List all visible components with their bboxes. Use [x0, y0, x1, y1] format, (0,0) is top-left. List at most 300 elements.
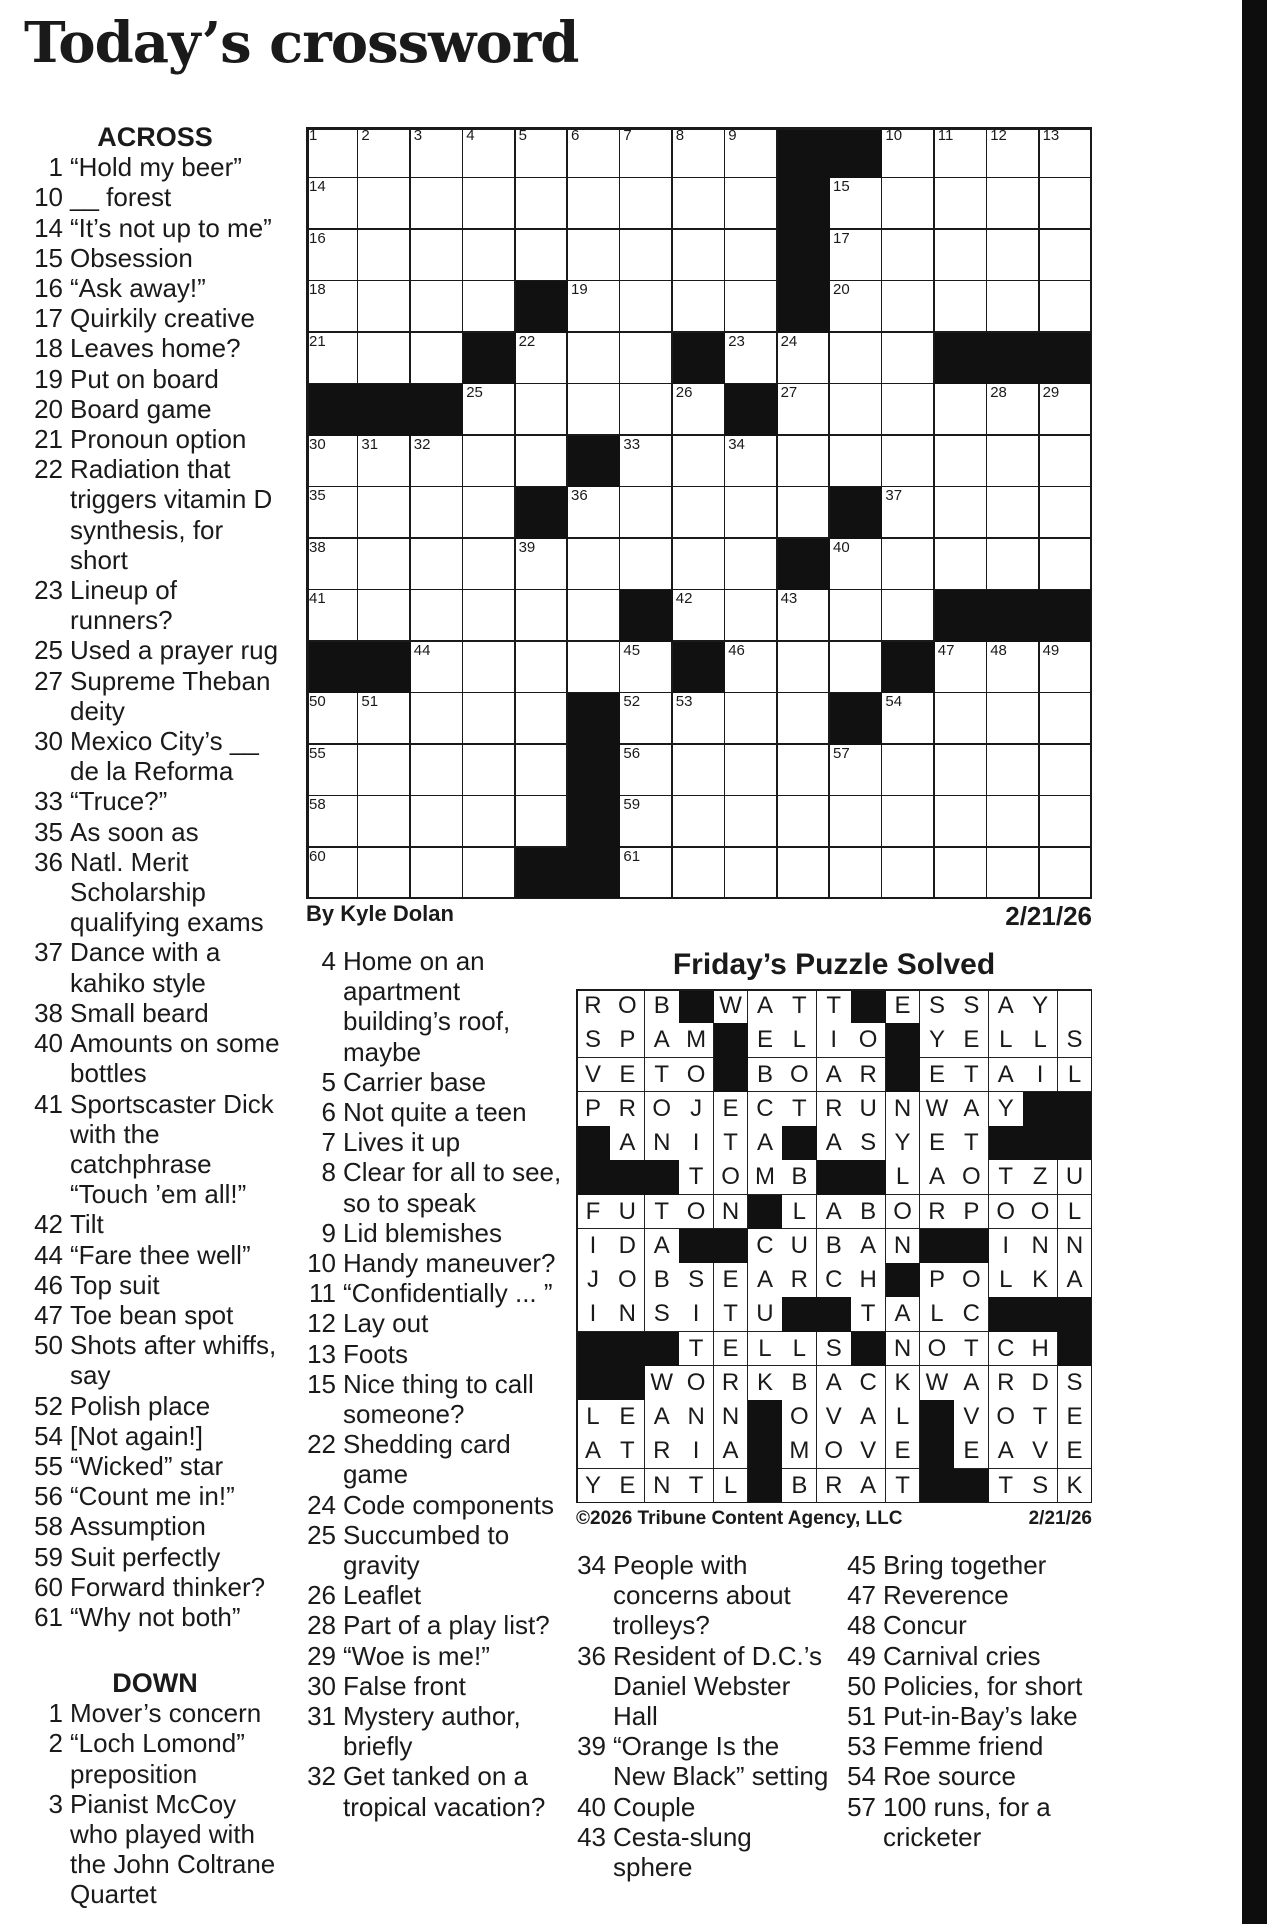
clue — [843, 1641, 1108, 1671]
grid-square — [778, 487, 831, 539]
solution-black-square — [645, 1160, 680, 1195]
clue-text: Carnival cries — [883, 1640, 1041, 1671]
grid-square — [1040, 281, 1093, 333]
solution-letter: M — [782, 1434, 817, 1469]
grid-square — [1040, 384, 1093, 436]
solution-letter: O — [989, 1195, 1024, 1230]
solution-black-square — [782, 1297, 817, 1332]
solution-letter: A — [610, 1126, 645, 1161]
clue — [30, 1481, 280, 1511]
grid-square — [830, 796, 883, 848]
grid-square — [568, 539, 621, 591]
clue-text: Code components — [343, 1489, 555, 1520]
grid-square — [516, 642, 569, 694]
black-square — [778, 127, 831, 179]
clue — [573, 1550, 833, 1641]
grid-square — [568, 333, 621, 385]
solution-black-square — [679, 989, 714, 1024]
clue — [30, 666, 280, 726]
grid-square — [725, 487, 778, 539]
grid-square — [935, 539, 988, 591]
clue-text: Tilt — [70, 1209, 104, 1240]
solution-letter: K — [886, 1366, 921, 1401]
black-square — [778, 230, 831, 282]
solution-black-square — [748, 1469, 783, 1504]
copyright: ©2026 Tribune Content Agency, LLC — [576, 1508, 903, 1529]
clue-text: Suit perfectly — [70, 1541, 221, 1572]
clue — [843, 1580, 1108, 1610]
clue-text: “Count me in!” — [70, 1481, 235, 1512]
clue-number: 57 — [847, 1791, 876, 1822]
square-number: 39 — [518, 538, 536, 556]
square-number: 52 — [623, 693, 641, 711]
solution-black-square — [920, 1229, 955, 1264]
black-square — [830, 693, 883, 745]
solution-black-square — [1058, 1297, 1093, 1332]
solution-letter: J — [576, 1263, 611, 1298]
grid-square — [1040, 127, 1093, 179]
solution-letter: A — [1058, 1263, 1093, 1298]
grid-square — [620, 127, 673, 179]
clue-number: 49 — [847, 1640, 876, 1671]
grid-square — [620, 487, 673, 539]
solution-black-square — [1058, 1332, 1093, 1367]
grid-square — [620, 693, 673, 745]
solution-black-square — [714, 1058, 749, 1093]
grid-square — [620, 384, 673, 436]
clue-number: 36 — [577, 1640, 606, 1671]
clue-text: “Woe is me!” — [343, 1640, 490, 1671]
clue-text: “Why not both” — [70, 1601, 241, 1632]
clue-number: 31 — [307, 1701, 336, 1732]
grid-square — [987, 230, 1040, 282]
down-clues-col4 — [843, 1550, 1108, 1852]
solution-letter: O — [817, 1434, 852, 1469]
clue-number: 34 — [577, 1550, 606, 1580]
solution-letter: S — [1058, 1366, 1093, 1401]
solution-letter: I — [1023, 1058, 1058, 1093]
grid-square — [411, 127, 464, 179]
clue-number: 51 — [847, 1701, 876, 1732]
solution-letter: T — [954, 1126, 989, 1161]
grid-square — [882, 333, 935, 385]
solution-black-square — [886, 1263, 921, 1298]
grid-square — [463, 796, 516, 848]
solution-letter: T — [610, 1434, 645, 1469]
grid-square — [987, 127, 1040, 179]
solution-letter: A — [851, 1469, 886, 1504]
grid-square — [463, 848, 516, 900]
solution-letter: R — [989, 1366, 1024, 1401]
square-number: 34 — [728, 435, 745, 453]
solution-letter: I — [576, 1297, 611, 1332]
solution-letter: N — [645, 1469, 680, 1504]
clue-text: Put-in-Bay’s lake — [883, 1701, 1078, 1732]
clue-number: 60 — [34, 1571, 63, 1602]
solution-letter: U — [610, 1195, 645, 1230]
clue-number: 42 — [34, 1209, 63, 1240]
solution-letter: T — [679, 1332, 714, 1367]
solution-letter: A — [645, 1023, 680, 1058]
clue-number: 40 — [577, 1791, 606, 1822]
square-number: 26 — [675, 384, 693, 402]
solution-letter: Z — [1023, 1160, 1058, 1195]
square-number: 43 — [780, 590, 798, 608]
black-square — [778, 281, 831, 333]
grid-square — [620, 642, 673, 694]
grid-square — [935, 384, 988, 436]
clue-text: 100 runs, for a cricketer — [883, 1791, 1051, 1852]
clue — [30, 394, 280, 424]
grid-square — [411, 230, 464, 282]
solution-letter: A — [989, 1058, 1024, 1093]
grid-square — [935, 487, 988, 539]
grid-square — [358, 487, 411, 539]
clue — [843, 1701, 1108, 1731]
square-number: 10 — [885, 127, 903, 144]
solution-letter: T — [782, 1092, 817, 1127]
square-number: 48 — [990, 641, 1007, 659]
clue-number: 43 — [577, 1821, 606, 1852]
solution-letter — [1058, 989, 1093, 1024]
grid-square — [987, 796, 1040, 848]
grid-square — [1040, 642, 1093, 694]
clue — [30, 364, 280, 394]
solution-letter: S — [679, 1263, 714, 1298]
solution-letter: A — [851, 1229, 886, 1264]
grid-square — [411, 848, 464, 900]
grid-square — [411, 590, 464, 642]
grid-square — [778, 384, 831, 436]
grid-square — [673, 796, 726, 848]
solution-letter: E — [954, 1434, 989, 1469]
square-number: 12 — [990, 127, 1007, 144]
solution-letter: A — [576, 1434, 611, 1469]
clue — [30, 786, 280, 816]
solution-letter: O — [610, 1263, 645, 1298]
solution-letter: O — [679, 1366, 714, 1401]
square-number: 19 — [571, 281, 588, 299]
solution-black-square — [610, 1160, 645, 1195]
solution-letter: R — [576, 989, 611, 1024]
clue-text: Mover’s concern — [70, 1698, 262, 1729]
solution-letter: O — [782, 1058, 817, 1093]
grid-square — [516, 230, 569, 282]
grid-square — [935, 796, 988, 848]
solution-black-square — [1023, 1297, 1058, 1332]
solution-letter: I — [817, 1023, 852, 1058]
clue — [303, 1127, 571, 1157]
solution-letter: O — [714, 1160, 749, 1195]
solution-letter: I — [989, 1229, 1024, 1264]
grid-square — [830, 384, 883, 436]
grid-square — [1040, 539, 1093, 591]
solution-letter: N — [679, 1400, 714, 1435]
square-number: 57 — [833, 744, 850, 762]
clue — [303, 1761, 571, 1821]
across-clues — [30, 122, 280, 1632]
clue — [30, 726, 280, 786]
solution-letter: E — [610, 1058, 645, 1093]
solution-letter: T — [782, 989, 817, 1024]
clue-text: Lives it up — [343, 1127, 461, 1158]
solution-black-square — [954, 1469, 989, 1504]
black-square — [568, 693, 621, 745]
solution-letter: E — [610, 1469, 645, 1504]
square-number: 59 — [623, 796, 641, 814]
grid-square — [935, 642, 988, 694]
grid-square — [411, 642, 464, 694]
grid-square — [725, 230, 778, 282]
clue — [30, 243, 280, 273]
solution-letter: T — [954, 1332, 989, 1367]
clue-text: Clear for all to see, so to speak — [343, 1157, 562, 1218]
solution-letter: Y — [1023, 989, 1058, 1024]
grid-square — [987, 745, 1040, 797]
solution-letter: C — [989, 1332, 1024, 1367]
solution-letter: E — [954, 1023, 989, 1058]
grid-square — [935, 745, 988, 797]
clue-text: “Wicked” star — [70, 1450, 224, 1481]
solution-letter: O — [679, 1195, 714, 1230]
solution-letter: M — [679, 1023, 714, 1058]
clue-text: Board game — [70, 393, 212, 424]
solution-letter: U — [1058, 1160, 1093, 1195]
square-number: 13 — [1042, 127, 1060, 144]
clue — [303, 1610, 571, 1640]
down-header: DOWN — [112, 1668, 198, 1698]
grid-square — [516, 436, 569, 488]
solution-black-square — [576, 1160, 611, 1195]
clue-text: Succumbed to gravity — [343, 1519, 510, 1581]
page-title: Today’s crossword — [24, 10, 579, 76]
solution-letter: N — [610, 1297, 645, 1332]
grid-square — [1040, 230, 1093, 282]
clue — [30, 333, 280, 363]
solution-black-square — [576, 1366, 611, 1401]
solution-letter: E — [886, 989, 921, 1024]
grid-square — [1040, 848, 1093, 900]
clue — [30, 1451, 280, 1481]
solution-letter: T — [714, 1297, 749, 1332]
grid-square — [830, 590, 883, 642]
grid-square — [411, 796, 464, 848]
solution-letter: R — [645, 1434, 680, 1469]
solution-black-square — [886, 1023, 921, 1058]
square-number: 11 — [937, 127, 954, 144]
square-number: 35 — [309, 487, 326, 505]
clue — [30, 182, 280, 212]
clue-number: 28 — [307, 1610, 336, 1641]
solution-letter: L — [714, 1469, 749, 1504]
clue — [30, 1728, 280, 1788]
clue-text: Carrier base — [343, 1066, 487, 1097]
grid-square — [358, 127, 411, 179]
solution-letter: T — [714, 1126, 749, 1161]
solution-black-square — [920, 1434, 955, 1469]
clue-number: 45 — [847, 1550, 876, 1580]
solution-letter: K — [1023, 1263, 1058, 1298]
solution-letter: N — [1058, 1229, 1093, 1264]
grid-square — [306, 848, 359, 900]
grid-square — [1040, 487, 1093, 539]
grid-square — [620, 281, 673, 333]
solution-letter: T — [817, 989, 852, 1024]
clue — [30, 1300, 280, 1330]
solution-letter: B — [782, 1469, 817, 1504]
solution-letter: S — [920, 989, 955, 1024]
square-number: 15 — [833, 178, 850, 196]
clue-number: 46 — [34, 1269, 63, 1300]
solution-black-square — [851, 989, 886, 1024]
clue-text: False front — [343, 1670, 466, 1701]
solution-letter: F — [576, 1195, 611, 1230]
clue-number: 61 — [34, 1601, 63, 1632]
square-number: 56 — [623, 744, 641, 762]
grid-square — [1040, 436, 1093, 488]
clue — [573, 1641, 833, 1732]
black-square — [306, 384, 359, 436]
solution-letter: I — [679, 1297, 714, 1332]
grid-square — [935, 178, 988, 230]
solution-letter: T — [886, 1469, 921, 1504]
grid-square — [673, 693, 726, 745]
clue — [843, 1550, 1108, 1580]
solution-letter: E — [920, 1126, 955, 1161]
solution-letter: N — [886, 1092, 921, 1127]
grid-square — [358, 693, 411, 745]
page-edge-bar — [1242, 0, 1267, 1924]
solution-letter: S — [576, 1023, 611, 1058]
grid-square — [411, 745, 464, 797]
clue-text: Sportscaster Dick with the catchphrase “Touch ’em all!” — [70, 1088, 274, 1210]
grid-square — [620, 796, 673, 848]
grid-square — [882, 281, 935, 333]
solution-letter: O — [920, 1332, 955, 1367]
solution-black-square — [1023, 1092, 1058, 1127]
square-number: 28 — [990, 384, 1007, 402]
solution-letter: H — [851, 1263, 886, 1298]
solution-black-square — [886, 1058, 921, 1093]
solution-letter: L — [748, 1332, 783, 1367]
grid-square — [935, 230, 988, 282]
solution-black-square — [714, 1023, 749, 1058]
solution-letter: T — [679, 1469, 714, 1504]
clue — [303, 1278, 571, 1308]
clue-text: Put on board — [70, 363, 219, 394]
solution-letter: L — [576, 1400, 611, 1435]
clue-text: Femme friend — [883, 1731, 1044, 1762]
clue-text: __ forest — [70, 182, 172, 213]
clue-number: 4 — [321, 946, 336, 976]
solution-letter: S — [1023, 1469, 1058, 1504]
black-square — [725, 384, 778, 436]
square-number: 33 — [623, 435, 641, 453]
clue — [30, 1421, 280, 1451]
square-number: 32 — [413, 435, 431, 453]
grid-square — [725, 848, 778, 900]
clue-text: Not quite a teen — [343, 1097, 527, 1128]
grid-square — [725, 281, 778, 333]
clue-number: 29 — [307, 1640, 336, 1671]
clue-text: Leaflet — [343, 1580, 422, 1611]
grid-square — [725, 333, 778, 385]
solution-letter: U — [851, 1092, 886, 1127]
puzzle-date: 2/21/26 — [1005, 901, 1092, 931]
solution-letter: L — [1058, 1058, 1093, 1093]
square-number: 50 — [309, 693, 326, 711]
grid-square — [306, 693, 359, 745]
square-number: 6 — [571, 127, 580, 144]
clue-number: 47 — [847, 1580, 876, 1611]
square-number: 7 — [623, 127, 632, 144]
square-number: 58 — [309, 796, 326, 814]
grid-square — [882, 745, 935, 797]
solution-black-square — [1058, 1092, 1093, 1127]
clue — [30, 1698, 280, 1728]
solution-letter: W — [920, 1092, 955, 1127]
grid-square — [935, 848, 988, 900]
grid-square — [987, 436, 1040, 488]
grid-square — [463, 281, 516, 333]
grid-square — [516, 127, 569, 179]
solution-letter: R — [782, 1263, 817, 1298]
solution-letter: C — [748, 1229, 783, 1264]
grid-square — [673, 384, 726, 436]
solution-black-square — [576, 1332, 611, 1367]
solution-letter: A — [851, 1400, 886, 1435]
clue-number: 38 — [34, 997, 63, 1028]
grid-square — [463, 539, 516, 591]
grid-square — [673, 281, 726, 333]
grid-square — [411, 539, 464, 591]
clue — [573, 1822, 833, 1882]
solution-letter: V — [954, 1400, 989, 1435]
grid-square — [673, 745, 726, 797]
solution-letter: R — [817, 1092, 852, 1127]
grid-square — [306, 178, 359, 230]
clue-number: 16 — [34, 273, 63, 304]
solution-letter: L — [989, 1023, 1024, 1058]
down-clues-col2 — [303, 946, 571, 1822]
grid-square — [306, 230, 359, 282]
clue-number: 39 — [577, 1731, 606, 1762]
solution-letter: E — [610, 1400, 645, 1435]
clue-number: 37 — [34, 937, 63, 968]
solution-letter: P — [954, 1195, 989, 1230]
clue-number: 18 — [34, 333, 63, 364]
square-number: 18 — [309, 281, 326, 299]
grid-square — [516, 539, 569, 591]
grid-square — [1040, 745, 1093, 797]
clue — [843, 1792, 1108, 1852]
solution-letter: V — [1023, 1434, 1058, 1469]
grid-square — [516, 693, 569, 745]
solution-letter: A — [989, 989, 1024, 1024]
clue-text: Small beard — [70, 997, 209, 1028]
clue — [303, 1308, 571, 1338]
grid-square — [463, 590, 516, 642]
solution-letter: L — [782, 1023, 817, 1058]
grid-square — [987, 693, 1040, 745]
grid-square — [987, 384, 1040, 436]
square-number: 31 — [361, 435, 379, 453]
grid-square — [463, 436, 516, 488]
solution-letter: S — [645, 1297, 680, 1332]
clue-number: 21 — [34, 424, 63, 455]
solution-letter: R — [714, 1366, 749, 1401]
solution-letter: A — [817, 1058, 852, 1093]
